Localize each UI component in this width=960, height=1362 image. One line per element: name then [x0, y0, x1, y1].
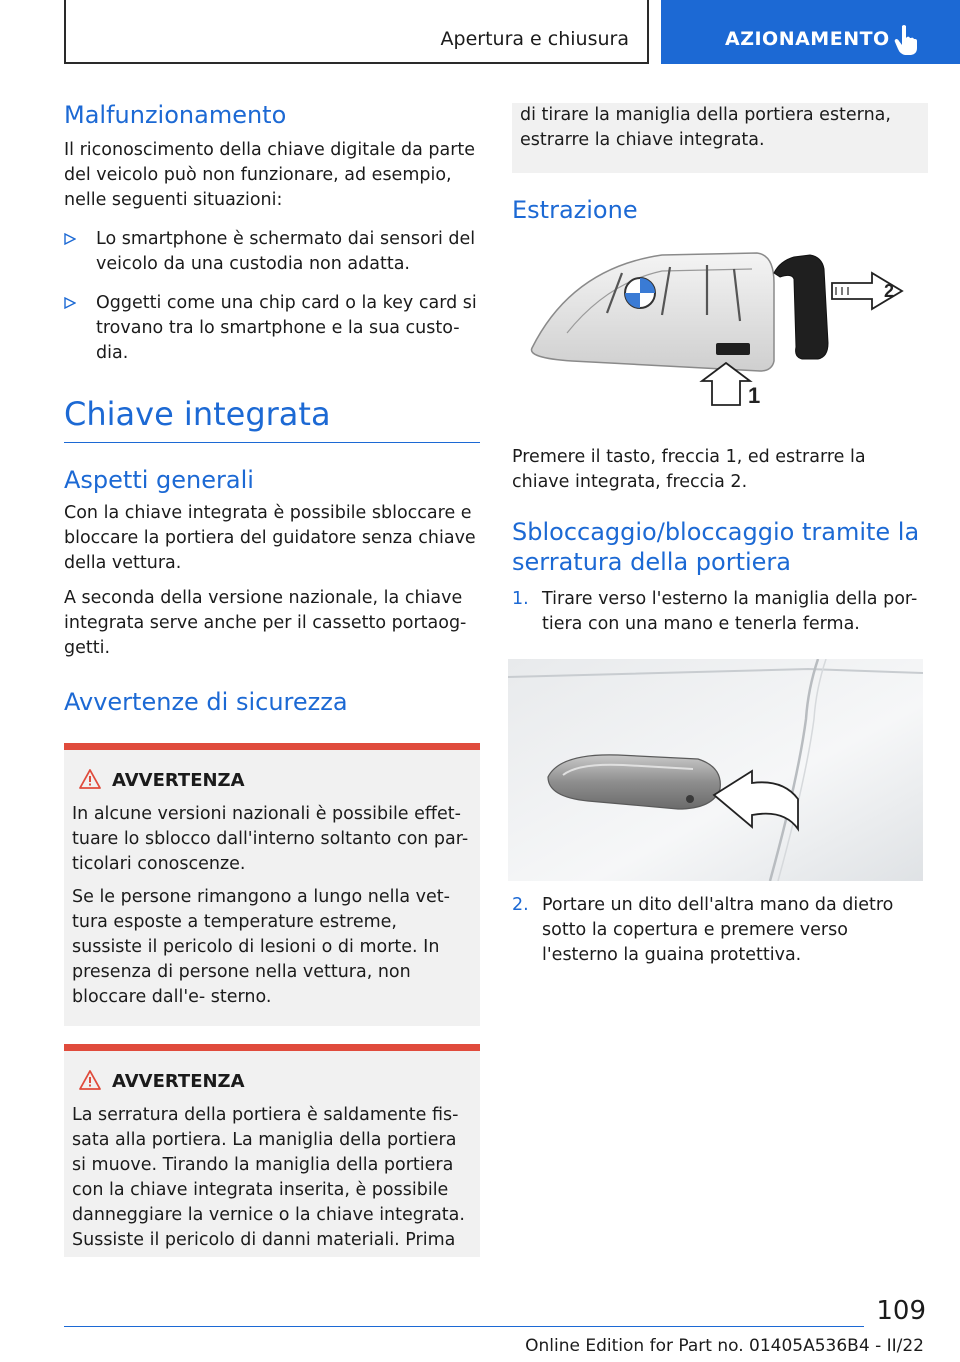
warning-triangle-icon — [78, 768, 102, 790]
left-column — [64, 100, 480, 1257]
bullet-text: Lo smartphone è schermato dai sensori del veicolo da una custodia non adatta. — [96, 229, 476, 274]
list-item — [64, 291, 480, 366]
right-column — [512, 103, 928, 968]
warning-box — [64, 743, 480, 1026]
warning-continuation-box — [512, 103, 928, 173]
page-number: 109 — [876, 1296, 926, 1326]
warning-title — [72, 1069, 472, 1095]
header-chapter-tab[interactable] — [661, 0, 960, 64]
malfunction-intro: Il riconoscimento della chiave digitale da parte del veicolo può non funzionare, ad esempio, nelle seguenti situazioni: — [64, 140, 476, 210]
triangle-bullet-icon — [64, 297, 76, 309]
step-number: 1. — [512, 589, 529, 609]
list-item — [512, 893, 928, 968]
step-text: Tirare verso l'esterno la maniglia della por- tiera con una mano e tenerla ferma. — [542, 589, 918, 634]
header-section-box — [64, 0, 649, 64]
general-heading: Aspetti generali — [64, 466, 254, 494]
general-paragraph-1: Con la chiave integrata è possibile sbloccare e bloccare la portiera del guidatore senza chiave della vettura. — [64, 503, 476, 573]
door-handle-photo — [508, 659, 923, 881]
warning-triangle-icon — [78, 1069, 102, 1091]
malfunction-heading: Malfunzionamento — [64, 101, 287, 129]
extraction-text: Premere il tasto, freccia 1, ed estrarre la chiave integrata, freccia 2. — [512, 447, 866, 492]
warning-paragraph: Se le persone rimangono a lungo nella vet- tura esposte a temperature estreme, sussiste il pericolo di lesioni o di morte. In presenza di persone nella vettura, non bloccare dall'e- sterno. — [72, 887, 450, 1007]
warning-paragraph: In alcune versioni nazionali è possibile effet- tuare lo sblocco dall'interno soltanto con par- ticolari conoscenze. — [72, 804, 469, 874]
step-text: Portare un dito dell'altra mano da dietro sotto la copertura e premere verso l'esterno la guaina protettiva. — [542, 895, 894, 965]
warning-paragraph: La serratura della portiera è saldamente fis- sata alla portiera. La maniglia della portiera si muove. Tirando la maniglia della portiera con la chiave integrata inserita, è possibile danneggiare la vernice o la chiave integrata. Sussiste il pericolo di danni materiali. Prima — [72, 1105, 465, 1250]
header-section-title: Apertura e chiusura — [440, 28, 629, 50]
list-item — [64, 227, 480, 277]
integrated-key-heading: Chiave integrata — [64, 395, 331, 433]
integrated-key-heading-block — [64, 394, 480, 443]
arrow-1-label: 1 — [748, 383, 761, 408]
key-extraction-figure — [512, 243, 928, 433]
step-number: 2. — [512, 895, 529, 915]
arrow-2-label: 2 — [884, 281, 895, 301]
warning-label: AVVERTENZA — [112, 1071, 245, 1092]
key-fob-illustration — [512, 243, 928, 433]
footer-edition: Online Edition for Part no. 01405A536B4 - II/22 — [525, 1336, 924, 1356]
warning-title — [72, 768, 472, 794]
bullet-text: Oggetti come una chip card o la key card si trovano tra lo smartphone e la sua custo- dia. — [96, 293, 477, 363]
lock-heading: Sbloccaggio/bloccaggio tramite la serratura della portiera — [512, 518, 920, 576]
warning-box — [64, 1044, 480, 1257]
general-paragraph-2: A seconda della versione nazionale, la chiave integrata serve anche per il cassetto portaog- getti. — [64, 588, 467, 658]
list-item — [512, 587, 928, 637]
warning-continuation-text: di tirare la maniglia della portiera esterna, estrarre la chiave integrata. — [520, 105, 891, 150]
warning-label: AVVERTENZA — [112, 770, 245, 791]
door-handle-figure — [508, 659, 923, 881]
extraction-heading: Estrazione — [512, 196, 638, 224]
hand-pointer-icon — [893, 24, 919, 56]
footer-rule — [64, 1326, 864, 1327]
header-chapter-label: AZIONAMENTO — [725, 28, 890, 50]
safety-heading: Avvertenze di sicurezza — [64, 688, 348, 716]
triangle-bullet-icon — [64, 233, 76, 245]
